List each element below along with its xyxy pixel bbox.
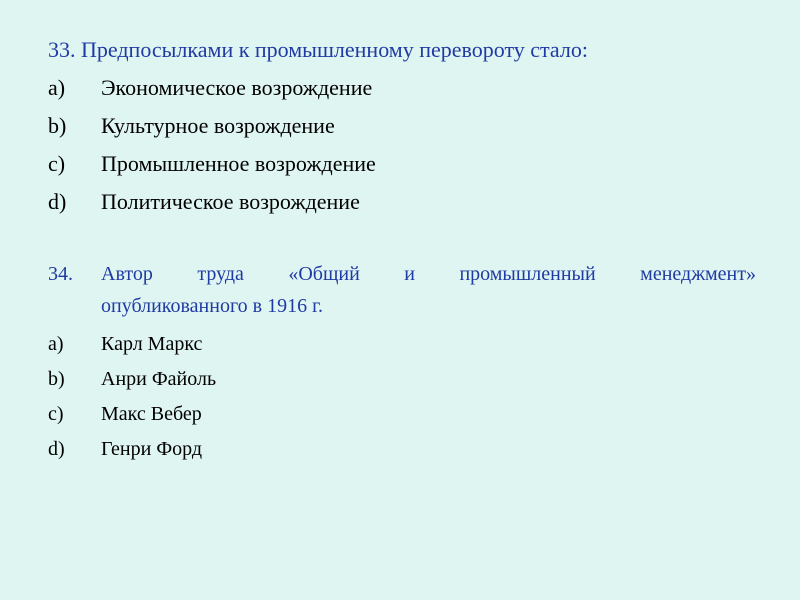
question-33-title: 33. Предпосылками к промышленному перевороту стало: xyxy=(48,37,588,62)
option-text: Генри Форд xyxy=(101,438,203,460)
option-letter: c) xyxy=(48,403,64,425)
question-34-option-d xyxy=(48,432,756,467)
option-text: Экономическое возрождение xyxy=(101,75,373,100)
option-text: Промышленное возрождение xyxy=(101,151,376,176)
option-letter: c) xyxy=(48,151,66,176)
question-34-text xyxy=(101,258,756,322)
option-letter: a) xyxy=(48,75,66,100)
question-34-option-b xyxy=(48,362,756,397)
question-34-option-c xyxy=(48,397,756,432)
option-text: Культурное возрождение xyxy=(101,113,335,138)
question-34-title-line2: опубликованного в 1916 г. xyxy=(101,295,324,317)
option-text: Анри Файоль xyxy=(101,368,217,390)
option-letter: b) xyxy=(48,368,65,390)
question-33-option-a xyxy=(48,69,756,107)
option-letter: d) xyxy=(48,189,67,214)
question-33-option-c xyxy=(48,145,756,183)
question-34-title-line1: Автор труда «Общий и промышленный менеджмент» xyxy=(101,263,756,285)
option-letter: d) xyxy=(48,438,65,460)
question-34-option-a xyxy=(48,327,756,362)
question-34-number: 34. xyxy=(48,263,73,285)
question-34-title xyxy=(48,258,756,322)
question-34 xyxy=(48,258,756,467)
option-text: Макс Вебер xyxy=(101,403,202,425)
option-text: Карл Маркс xyxy=(101,333,203,355)
option-letter: a) xyxy=(48,333,64,355)
question-33-option-d xyxy=(48,183,756,221)
question-33 xyxy=(48,36,756,221)
option-letter: b) xyxy=(48,113,67,138)
question-33-option-b xyxy=(48,107,756,145)
option-text: Политическое возрождение xyxy=(101,189,360,214)
